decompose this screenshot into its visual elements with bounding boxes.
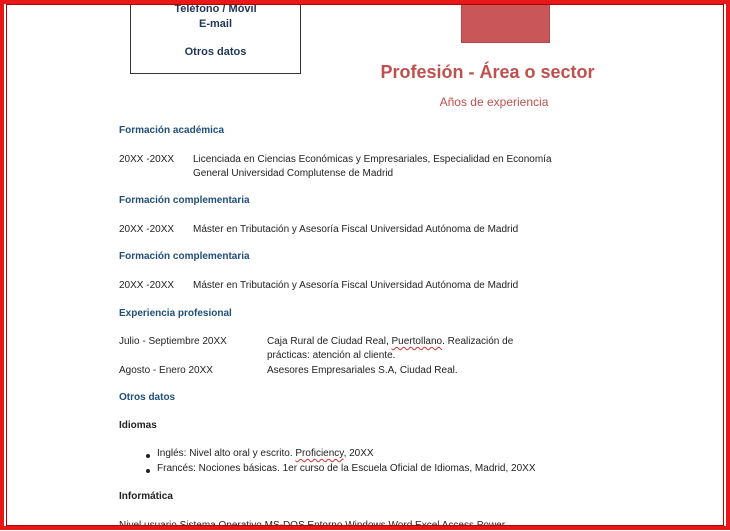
photo-placeholder xyxy=(461,0,550,43)
complementary-1-text: Máster en Tributación y Asesoría Fiscal Universidad Autónoma de Madrid xyxy=(193,224,519,235)
computing-text-cut: Nivel usuario Sistema Operativo MS-DOS Entorno Windows Word Excel Access Power xyxy=(119,520,506,531)
academic-line-2: General Universidad Complutense de Madrid xyxy=(193,168,394,179)
bullet-icon xyxy=(146,469,150,473)
section-heading-complementary-2: Formación complementaria xyxy=(119,251,250,262)
section-heading-other: Otros datos xyxy=(119,392,176,403)
profession-title: Profesión - Área o sector xyxy=(380,62,595,82)
complementary-2-text: Máster en Tributación y Asesoría Fiscal Universidad Autónoma de Madrid xyxy=(193,280,519,291)
bullet-icon xyxy=(146,454,150,458)
job-1-line-1: Caja Rural de Ciudad Real, Puertollano. Realización de xyxy=(267,336,514,347)
computing-heading: Informática xyxy=(119,491,173,502)
email-label: E-mail xyxy=(198,18,232,30)
languages-heading: Idiomas xyxy=(119,420,157,431)
academic-dates: 20XX -20XX xyxy=(119,154,175,165)
language-item-english: Inglés: Nivel alto oral y escrito. Proficiency, 20XX xyxy=(157,448,374,459)
other-data-label: Otros datos xyxy=(184,46,247,58)
job-1-place: Puertollano xyxy=(391,336,443,347)
section-heading-experience: Experiencia profesional xyxy=(119,308,232,319)
contact-box xyxy=(130,0,301,74)
english-certificate: Proficiency xyxy=(295,448,344,459)
job-1-line-2: prácticas: atención al cliente. xyxy=(267,350,396,361)
language-item-french: Francés: Nociones básicas. 1er curso de la Escuela Oficial de Idiomas, Madrid, 20XX xyxy=(157,463,536,474)
academic-line-1: Licenciada en Ciencias Económicas y Empresariales, Especialidad en Economía xyxy=(193,154,552,165)
complementary-2-dates: 20XX -20XX xyxy=(119,280,175,291)
phone-label: Teléfono / Móvil xyxy=(174,3,257,15)
job-1-dates: Julio - Septiembre 20XX xyxy=(119,336,227,347)
section-heading-complementary-1: Formación complementaria xyxy=(119,195,250,206)
complementary-1-dates: 20XX -20XX xyxy=(119,224,175,235)
section-heading-academic: Formación académica xyxy=(119,125,225,136)
job-2-dates: Agosto - Enero 20XX xyxy=(119,365,213,376)
job-2-text: Asesores Empresariales S.A, Ciudad Real. xyxy=(267,365,458,376)
years-experience: Años de experiencia xyxy=(439,95,549,109)
